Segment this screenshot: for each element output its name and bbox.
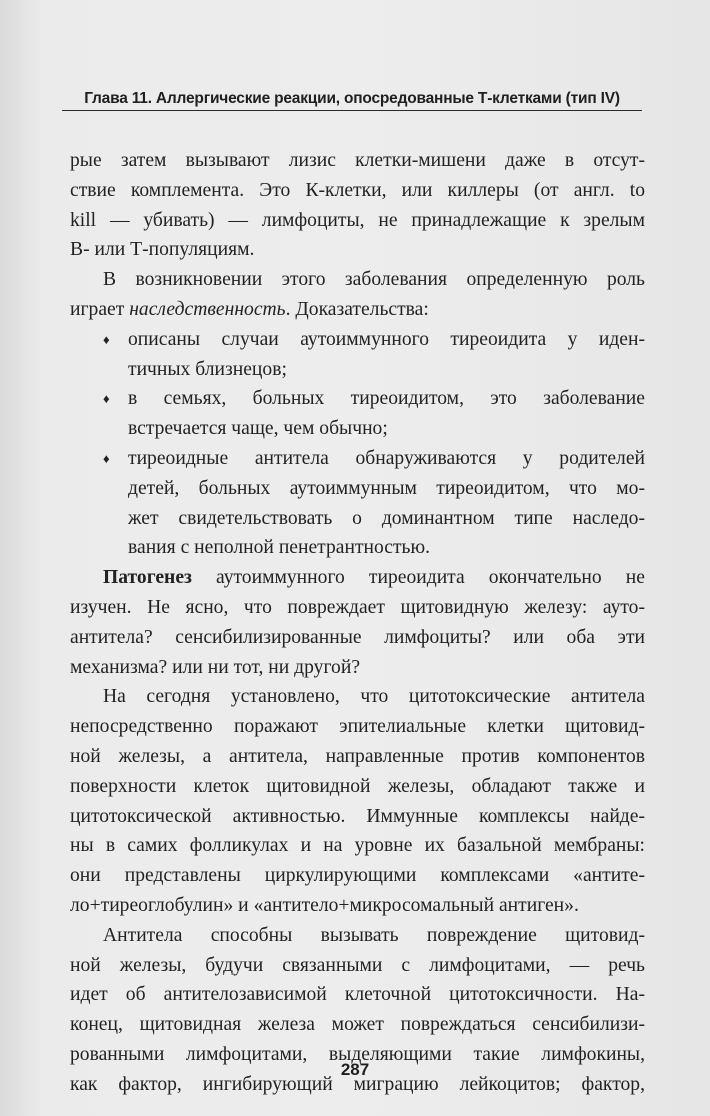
text-line: цитотоксической активностью. Иммунные комплексы найде- xyxy=(70,805,645,827)
text-line: жет свидетельствовать о доминантном типе наследо- xyxy=(128,507,645,529)
diamond-bullet-icon: ♦ xyxy=(103,331,110,347)
diamond-bullet-icon: ♦ xyxy=(103,391,110,407)
text-line: детей, больных аутоиммунным тиреоидитом, что мо- xyxy=(128,477,645,499)
text-line: идет об антителозависимой клеточной цитотоксичности. На- xyxy=(70,984,645,1006)
emphasis-heredity: наследственность xyxy=(129,298,286,320)
text-line: ной железы, будучи связанными с лимфоцитами, — речь xyxy=(70,954,645,976)
page-number: 287 xyxy=(340,1060,370,1079)
text-run: . Доказательства: xyxy=(285,298,429,320)
text-line: вания с неполной пенетрантностью. xyxy=(128,537,431,559)
text-line: описаны случаи аутоиммунного тиреоидита у иден- xyxy=(128,328,645,350)
diamond-bullet-icon: ♦ xyxy=(103,450,110,466)
text-line: в семьях, больных тиреоидитом, это заболевание xyxy=(128,388,645,410)
body-text xyxy=(70,146,645,1100)
text-line: встречается чаще, чем обычно; xyxy=(128,418,388,440)
paragraph-continuation xyxy=(70,146,645,265)
text-line: рые затем вызывают лизис клетки-мишени даже в отсут- xyxy=(70,150,645,171)
text-line: рованными лимфоцитами, выделяющими такие лимфокины, xyxy=(70,1043,645,1065)
paragraph-heredity xyxy=(70,265,645,325)
text-line: изучен. Не ясно, что повреждает щитовидную железу: ауто- xyxy=(70,596,645,618)
list-item xyxy=(70,384,645,444)
text-run: играет xyxy=(70,298,130,320)
list-item xyxy=(70,325,645,385)
term-pathogenesis: Патогенез xyxy=(103,567,192,589)
text-line: они представлены циркулирующими комплексами «антите- xyxy=(70,865,645,887)
text-line: kill — убивать) — лимфоциты, не принадлежащие к зрелым xyxy=(70,209,645,231)
running-header: Глава 11. Аллергические реакции, опосредованные Т-клетками (тип IV) xyxy=(84,90,620,107)
text-line: В возникновении этого заболевания определенную роль xyxy=(103,269,645,291)
text-line: ны в самих фолликулах и на уровне их базальной мембраны: xyxy=(70,835,645,857)
list-item xyxy=(70,444,645,563)
text-line: антитела? сенсибилизированные лимфоциты? или оба эти xyxy=(70,626,645,648)
text-run: аутоиммунного тиреоидита окончательно не xyxy=(191,567,645,589)
paragraph-cytotoxic xyxy=(70,682,645,920)
text-line: Антитела способны вызывать повреждение щитовид- xyxy=(103,924,645,946)
text-line: На сегодня установлено, что цитотоксические антитела xyxy=(103,686,645,708)
paragraph-pathogenesis xyxy=(70,563,645,682)
text-line xyxy=(70,295,645,325)
text-line: конец, щитовидная железа может повреждаться сенсибилизи- xyxy=(70,1014,645,1036)
text-line: как фактор, ингибирующий миграцию лейкоцитов; фактор, xyxy=(70,1073,645,1095)
header-rule xyxy=(62,110,642,111)
text-line: ло+тиреоглобулин» и «антитело+микросомальный антиген». xyxy=(70,894,579,916)
text-line: ствие комплемента. Это К-клетки, или киллеры (от англ. to xyxy=(70,179,645,201)
text-line: непосредственно поражают эпителиальные клетки щитовид- xyxy=(70,716,645,738)
text-line: В- или Т-популяциям. xyxy=(70,239,255,261)
text-line: тичных близнецов; xyxy=(128,358,287,380)
text-line: механизма? или ни тот, ни другой? xyxy=(70,656,361,678)
text-line: ной железы, а антитела, направленные против компонентов xyxy=(70,745,645,767)
text-line xyxy=(70,563,645,593)
text-line: тиреоидные антитела обнаруживаются у родителей xyxy=(128,447,645,469)
text-line: поверхности клеток щитовидной железы, обладают также и xyxy=(70,775,645,797)
